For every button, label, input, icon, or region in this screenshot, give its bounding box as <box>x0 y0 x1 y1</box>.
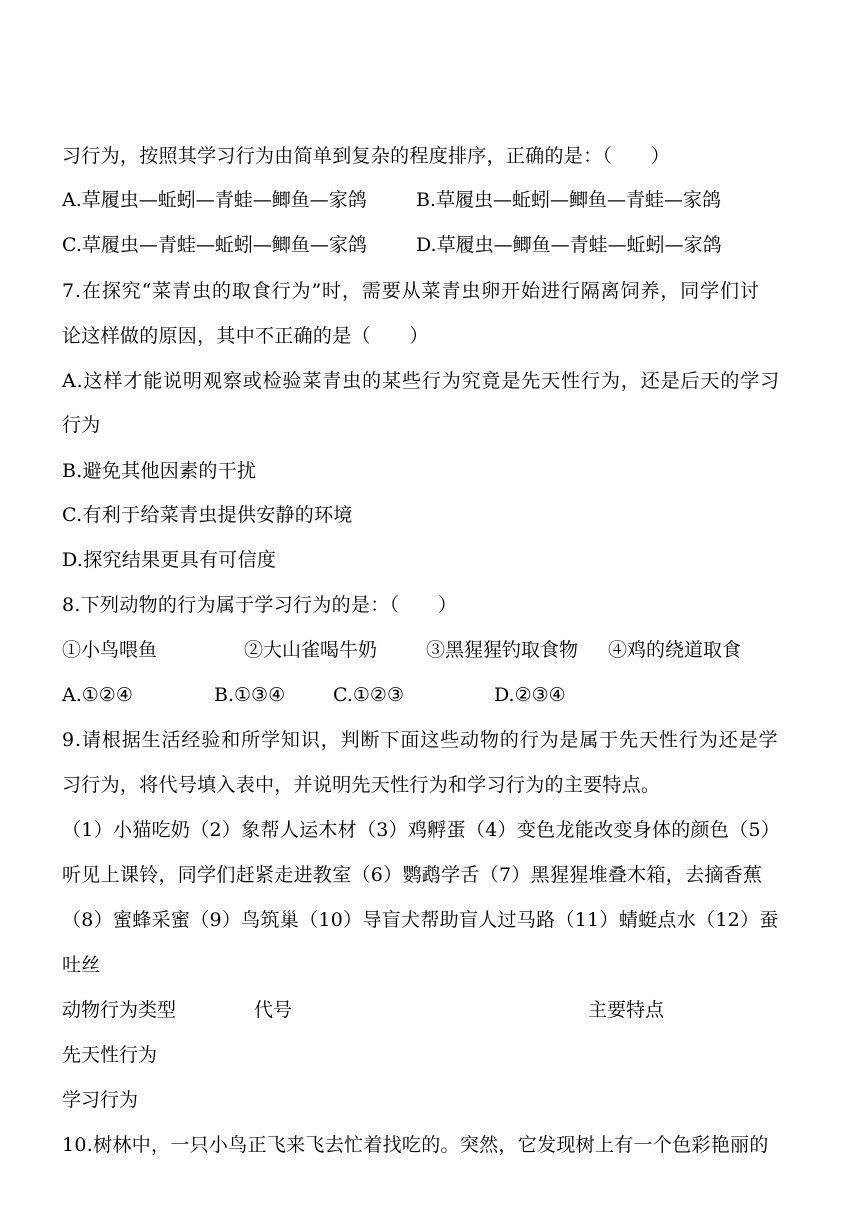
q8-stem: 8.下列动物的行为属于学习行为的是：（ ） <box>62 594 458 616</box>
q9-table-header-features: 主要特点 <box>588 999 665 1021</box>
q7-stem-line1: 7.在探究“菜青虫的取食行为”时，需要从菜青虫卵开始进行隔离饲养，同学们讨 <box>62 280 760 302</box>
q7-option-a-line1: A.这样才能说明观察或检验菜青虫的某些行为究竟是先天性行为，还是后天的学习 <box>62 370 781 392</box>
q9-table-row-learned: 学习行为 <box>62 1089 139 1111</box>
q9-table-header-code: 代号 <box>254 999 293 1021</box>
q9-stem-line1: 9.请根据生活经验和所学知识，判断下面这些动物的行为是属于先天性行为还是学 <box>62 729 779 751</box>
q7-option-b: B.避免其他因素的干扰 <box>62 460 257 482</box>
q8-option-c: C.①②③ <box>333 684 404 706</box>
q9-list-line2: 听见上课铃，同学们赶紧走进教室（6）鹦鹉学舌（7）黑猩猩堆叠木箱，去摘香蕉 <box>62 864 763 886</box>
q10-stem-line1: 10.树林中，一只小鸟正飞来飞去忙着找吃的。突然，它发现树上有一个色彩艳丽的 <box>62 1134 769 1156</box>
q8-item-1: ①小鸟喂鱼 <box>62 639 158 661</box>
q7-option-d: D.探究结果更具有可信度 <box>62 549 277 571</box>
q9-list-line1: （1）小猫吃奶（2）象帮人运木材（3）鸡孵蛋（4）变色龙能改变身体的颜色（5） <box>62 819 781 841</box>
q6-option-b: B.草履虫—蚯蚓—鲫鱼—青蛙—家鸽 <box>416 189 722 211</box>
q7-stem-line2: 论这样做的原因，其中不正确的是（ ） <box>62 325 429 347</box>
q9-table-header-type: 动物行为类型 <box>62 999 177 1021</box>
q6-stem-continuation: 习行为，按照其学习行为由简单到复杂的程度排序，正确的是：（ ） <box>62 145 671 167</box>
q6-option-c: C.草履虫—青蛙—蚯蚓—鲫鱼—家鸽 <box>62 234 367 256</box>
q9-stem-line2: 习行为，将代号填入表中，并说明先天性行为和学习行为的主要特点。 <box>62 774 661 796</box>
q6-option-a: A.草履虫—蚯蚓—青蛙—鲫鱼—家鸽 <box>62 189 367 211</box>
q6-option-d: D.草履虫—鲫鱼—青蛙—蚯蚓—家鸽 <box>416 234 722 256</box>
q8-option-b: B.①③④ <box>214 684 286 706</box>
q8-option-a: A.①②④ <box>62 684 133 706</box>
q9-table-row-innate: 先天性行为 <box>62 1044 158 1066</box>
q8-option-d: D.②③④ <box>494 684 566 706</box>
q9-list-line3: （8）蜜蜂采蜜（9）鸟筑巢（10）导盲犬帮助盲人过马路（11）蜻蜓点水（12）蚕 <box>62 909 779 931</box>
q9-list-line4: 吐丝 <box>62 954 101 976</box>
q7-option-c: C.有利于给菜青虫提供安静的环境 <box>62 504 353 526</box>
q8-item-3: ③黑猩猩钓取食物 <box>426 639 579 661</box>
q8-item-4: ④鸡的绕道取食 <box>608 639 742 661</box>
q8-item-2: ②大山雀喝牛奶 <box>244 639 378 661</box>
q7-option-a-line2: 行为 <box>62 414 101 436</box>
